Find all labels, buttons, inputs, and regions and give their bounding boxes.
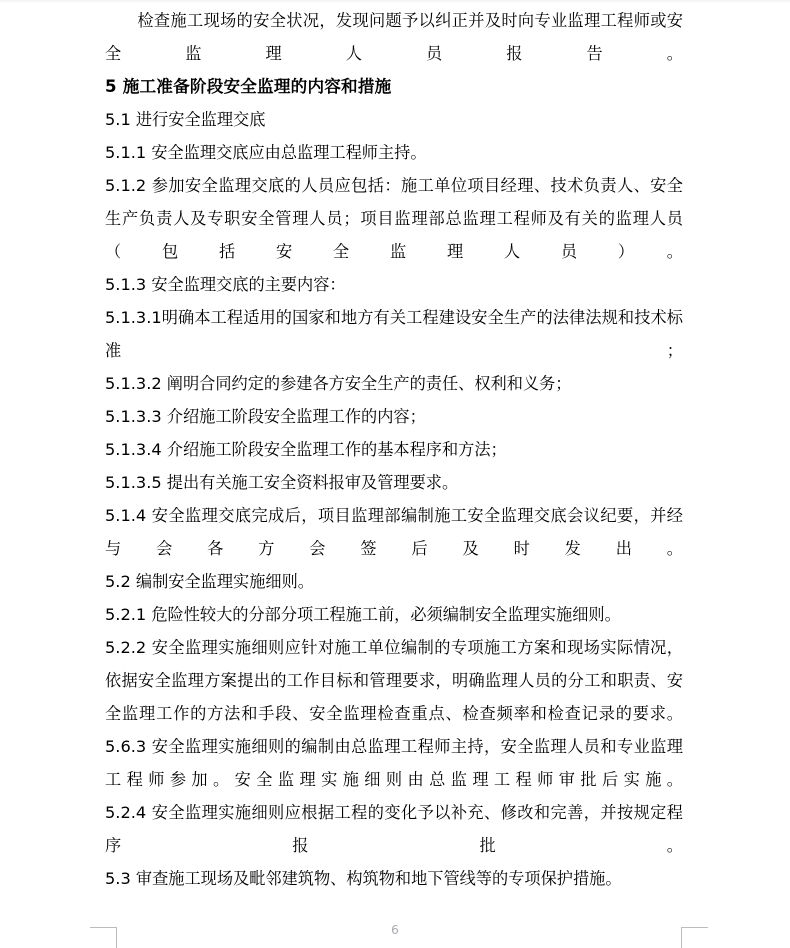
document-body bbox=[105, 4, 683, 895]
clause-5-1-3-1: 5.1.3.1明确本工程适用的国家和地方有关工程建设安全生产的法律法规和技术标准； bbox=[105, 308, 683, 360]
clause-5-1-4: 5.1.4 安全监理交底完成后，项目监理部编制施工安全监理交底会议纪要，并经与会各方会签后及时发出。 bbox=[105, 506, 683, 558]
clause-5-2-4: 5.2.4 安全监理实施细则应根据工程的变化予以补充、修改和完善，并按规定程序报批。 bbox=[105, 803, 683, 855]
section-heading-5: 5 施工准备阶段安全监理的内容和措施 bbox=[105, 77, 392, 96]
clause-5-1: 5.1 进行安全监理交底 bbox=[105, 110, 266, 129]
clause-5-1-3-3: 5.1.3.3 介绍施工阶段安全监理工作的内容； bbox=[105, 407, 426, 426]
page-number: 6 bbox=[391, 923, 399, 937]
clause-5-6-3: 5.6.3 安全监理实施细则的编制由总监理工程师主持，安全监理人员和专业监理工程师参加。安全监理实施细则由总监理工程师审批后实施。 bbox=[105, 737, 683, 789]
clause-5-2: 5.2 编制安全监理实施细则。 bbox=[105, 572, 314, 591]
clause-5-1-2: 5.1.2 参加安全监理交底的人员应包括：施工单位项目经理、技术负责人、安全生产负责人及专职安全管理人员；项目监理部总监理工程师及有关的监理人员（包括安全监理人员）。 bbox=[105, 176, 683, 261]
clause-5-2-1: 5.2.1 危险性较大的分部分项工程施工前，必须编制安全监理实施细则。 bbox=[105, 605, 621, 624]
clause-5-1-3-5: 5.1.3.5 提出有关施工安全资料报审及管理要求。 bbox=[105, 473, 459, 492]
clause-5-2-2: 5.2.2 安全监理实施细则应针对施工单位编制的专项施工方案和现场实际情况，依据安全监理方案提出的工作目标和管理要求，明确监理人员的分工和职责、安全监理工作的方法和手段、安全监理检查重点、检查频率和检查记录的要求。 bbox=[105, 638, 683, 723]
clause-5-1-3: 5.1.3 安全监理交底的主要内容： bbox=[105, 275, 346, 294]
page-top-rule bbox=[0, 0, 790, 3]
clause-5-1-1: 5.1.1 安全监理交底应由总监理工程师主持。 bbox=[105, 143, 427, 162]
clause-5-3: 5.3 审查施工现场及毗邻建筑物、构筑物和地下管线等的专项保护措施。 bbox=[105, 869, 622, 888]
clause-5-1-3-2: 5.1.3.2 阐明合同约定的参建各方安全生产的责任、权利和义务； bbox=[105, 374, 572, 393]
paragraph-intro: 检查施工现场的安全状况，发现问题予以纠正并及时向专业监理工程师或安全监理人员报告。 bbox=[105, 11, 683, 63]
page-footer bbox=[0, 905, 790, 942]
clause-5-1-3-4: 5.1.3.4 介绍施工阶段安全监理工作的基本程序和方法； bbox=[105, 440, 507, 459]
